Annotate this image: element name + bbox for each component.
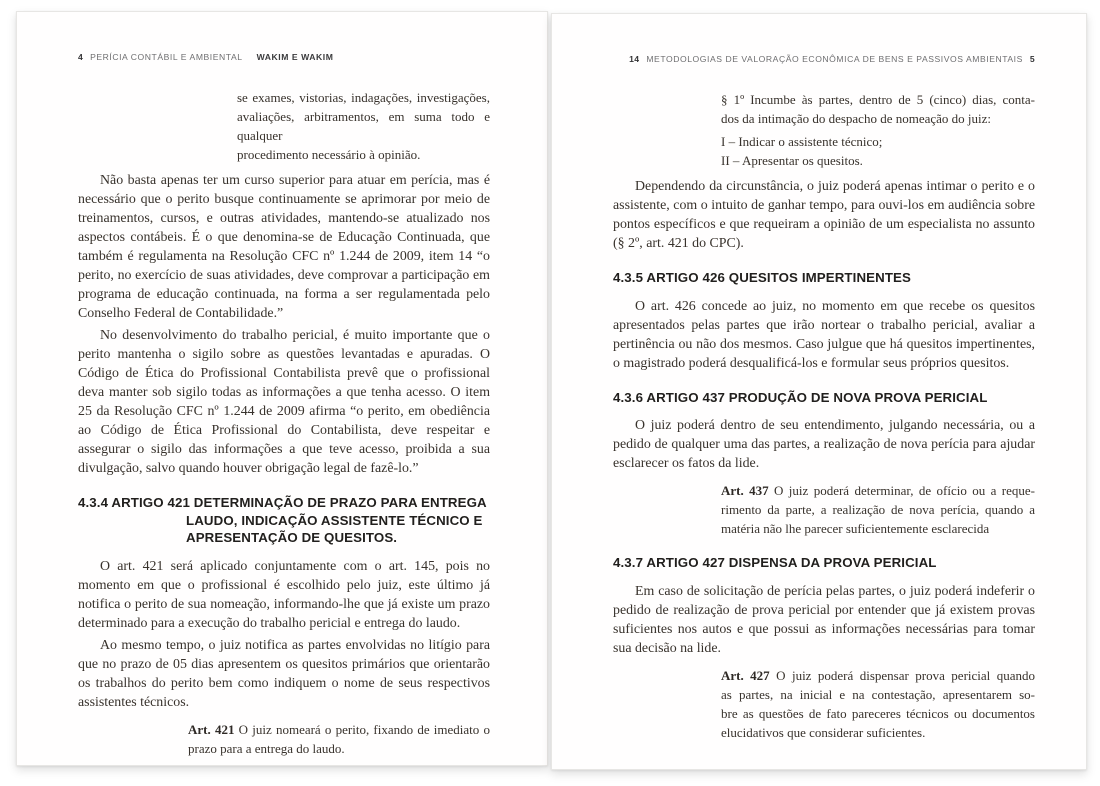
statute-quote-art-427: [721, 666, 1035, 742]
right-page-content: [613, 14, 1035, 742]
section-heading-4-3-7: 4.3.7 ARTIGO 427 DISPENSA DA PROVA PERICIAL: [613, 555, 937, 570]
quote-line: rimento da parte, a realização de nova perícia, quando a: [721, 502, 1035, 517]
paragraph: No desenvolvimento do trabalho pericial, é muito importante que o perito mantenha o sigilo sobre as questões levantadas e apuradas. O Código de Ética do Profissional Contabilista prevê que o profissional deva manter sob sigilo todas as informações a que tenha acesso. O item 25 da Resolução CFC nº 1.244 de 2009 afirma “o perito, em obediência ao Código de Ética Profissional do Contabilista, deve respeitar e assegurar o sigilo das informações a que teve acesso, proibida a sua divulgação, salvo quando houver obrigação legal de fazê-lo.”: [78, 328, 490, 476]
statute-ref: Art. 427: [721, 667, 770, 683]
quote-line: § 1º Incumbe às partes, dentro de 5 (cinco) dias, conta-: [721, 92, 1035, 107]
book-title: PERÍCIA CONTÁBIL E AMBIENTAL: [90, 52, 243, 62]
chapter-title: METODOLOGIAS DE VALORAÇÃO ECONÔMICA DE BENS E PASSIVOS AMBIENTAIS: [646, 54, 1023, 64]
statute-ref: Art. 437: [721, 483, 769, 498]
chapter-number: 14: [629, 54, 640, 64]
left-page-content: [78, 12, 490, 758]
left-page-number: 4: [78, 52, 84, 62]
quote-line: dos da intimação do despacho de nomeação do juiz:: [721, 111, 992, 126]
statute-quote-art-437: [721, 481, 1035, 538]
quote-line: avaliações, arbitramentos, em suma todo e qualquer: [237, 109, 490, 143]
quote-line: as partes, na inicial e na contestação, apresentarem so-: [721, 686, 1035, 702]
paragraph: O juiz poderá dentro de seu entendimento, julgando necessária, ou a pedido de qualquer uma das partes, a realização de nova perícia para ajudar esclarecer os fatos da lide.: [613, 418, 1035, 471]
right-page: [551, 13, 1087, 770]
paragraph: O art. 426 concede ao juiz, no momento em que recebe os quesitos apresentados pelas partes que irão nortear o trabalho pericial, avaliar a pertinência ou não dos mesmos. Caso julgue que há quesitos impertinentes, o magistrado poderá desqualificá-los e formular seus próprios quesitos.: [613, 298, 1035, 371]
right-page-number: 5: [1029, 54, 1035, 64]
paragraph: O art. 421 será aplicado conjuntamente com o art. 145, pois no momento em que o profissional é escolhido pelo juiz, este último já notifica o perito de sua nomeação, informando-lhe que já existe um prazo determinado para a execução do trabalho pericial e entrega do laudo.: [78, 558, 490, 631]
section-heading-4-3-4: [78, 494, 490, 547]
statute-ref: Art. 421: [188, 721, 235, 737]
statute-quote-par-1: [721, 90, 1035, 170]
left-running-header: [78, 52, 490, 62]
paragraph: Não basta apenas ter um curso superior para atuar em perícia, mas é necessário que o perito busque continuamente se aprimorar por meio de treinamentos, cursos, e outras atividades, mantendo-se atualizado nos aspectos contábeis. É o que denomina-se de Educação Continuada, que também é regulamenta na Resolução CFC nº 1.244 de 2009, item 14 “o perito, no exercício de suas atividades, deve comprovar a participação em programa de educação continuada, na forma a ser regulamentada pelo Conselho Federal de Contabilidade.”: [78, 173, 490, 321]
heading-line: LAUDO, INDICAÇÃO ASSISTENTE TÉCNICO E: [186, 512, 483, 528]
quote-line: se exames, vistorias, indagações, investigações,: [237, 90, 490, 105]
statute-item: II – Apresentar os quesitos.: [721, 153, 863, 168]
section-heading-4-3-5: 4.3.5 ARTIGO 426 QUESITOS IMPERTINENTES: [613, 270, 911, 285]
statute-quote-art-421: [188, 720, 490, 758]
quote-line: [721, 666, 1035, 685]
right-running-header: [613, 54, 1035, 64]
quote-text: O juiz poderá dispensar prova pericial quando: [769, 667, 1035, 683]
heading-line: APRESENTAÇÃO DE QUESITOS.: [186, 530, 398, 545]
quote-line: matéria não lhe parecer suficientemente esclarecida: [721, 521, 990, 536]
paragraph: Em caso de solicitação de perícia pelas partes, o juiz poderá indeferir o pedido de realização de prova pericial por entender que já existem provas suficientes nos autos e que possui as informações necessárias para tomar sua decisão na lide.: [613, 583, 1035, 656]
quote-line: [188, 720, 490, 739]
quote-text: O juiz poderá determinar, de ofício ou a reque-: [768, 483, 1035, 498]
left-page: [16, 11, 548, 766]
statute-item: I – Indicar o assistente técnico;: [721, 134, 883, 149]
statute-items: [721, 132, 1035, 170]
quote-line: [721, 481, 1035, 500]
section-heading-4-3-6: 4.3.6 ARTIGO 437 PRODUÇÃO DE NOVA PROVA PERICIAL: [613, 389, 988, 405]
paragraph: Dependendo da circunstância, o juiz poderá apenas intimar o perito e o assistente, com o intuito de ganhar tempo, para ouvi-los em audiência sobre pontos específicos e que requeiram a opinião de um especialista no assunto (§ 2º, art. 421 do CPC).: [613, 179, 1035, 251]
book-authors: WAKIM E WAKIM: [256, 52, 334, 62]
heading-line: 4.3.4 ARTIGO 421 DETERMINAÇÃO DE PRAZO PARA ENTREGA: [78, 495, 487, 510]
quote-line: elucidativos que considerar suficientes.: [721, 724, 926, 740]
quote-line: procedimento necessário à opinião.: [237, 147, 421, 162]
quote-line: bre as questões de fato pareceres técnicos ou documentos: [721, 705, 1035, 721]
quote-line: prazo para a entrega do laudo.: [188, 740, 345, 756]
quote-text: O juiz nomeará o perito, fixando de imediato o: [234, 721, 490, 737]
opening-quote: [237, 88, 490, 164]
paragraph: Ao mesmo tempo, o juiz notifica as partes envolvidas no litígio para que no prazo de 05 dias apresentem os quesitos primários que orientarão os trabalhos do perito bem como indiquem o nome de seus respectivos assistentes técnicos.: [78, 637, 490, 710]
